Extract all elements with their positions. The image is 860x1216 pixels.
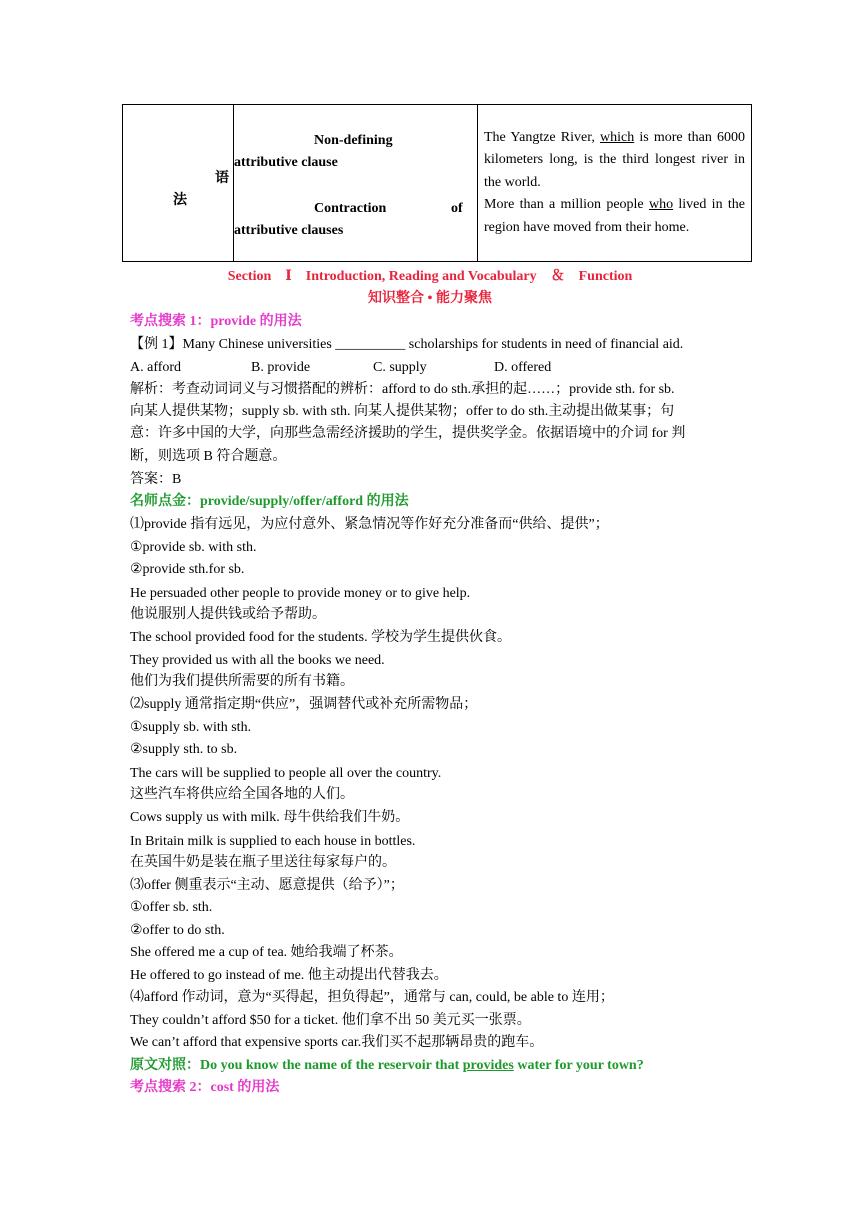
section-subtitle: 知识整合 • 能力聚焦: [368, 291, 492, 306]
tip-line: ②supply sth. to sb.: [130, 742, 238, 757]
topic-contraction-of: of: [451, 201, 463, 216]
example-1-options: [130, 359, 732, 377]
topic-contraction-2: attributive clauses: [234, 223, 344, 238]
tip-line: 在英国牛奶是装在瓶子里送往每家每户的。: [130, 855, 396, 870]
example-1-question: 【例 1】Many Chinese universities __________ scholarships for students in need of financial aid.: [130, 337, 684, 352]
tip-line: He offered to go instead of me. 他主动提出代替我去。: [130, 968, 448, 983]
grammar-table: [122, 104, 752, 262]
tip-line: ②provide sth.for sb.: [130, 562, 245, 577]
tip-line: Cows supply us with milk. 母牛供给我们牛奶。: [130, 810, 410, 825]
tip-line: He persuaded other people to provide money or to give help.: [130, 586, 471, 601]
answer: 答案：B: [130, 472, 182, 487]
topic-contraction-1: Contraction: [314, 201, 387, 216]
option-d: D. offered: [494, 360, 552, 375]
point-2-heading: 考点搜索 2：cost 的用法: [130, 1080, 280, 1095]
example-which: The Yangtze River, which is more than 6000 kilometers long, is the third longest river in the world.: [484, 129, 745, 190]
example-who: More than a million people who lived in the region have moved from their home.: [484, 197, 745, 235]
original-text-comparison: 原文对照：Do you know the name of the reservoir that provides water for your town?: [130, 1058, 644, 1073]
tip-line: ①supply sb. with sth.: [130, 720, 252, 735]
option-c: C. supply: [373, 360, 427, 375]
tips-heading: 名师点金：provide/supply/offer/afford 的用法: [130, 494, 409, 509]
option-b: B. provide: [251, 360, 311, 375]
tip-line: They provided us with all the books we need.: [130, 653, 385, 668]
grammar-label-cell: [123, 105, 234, 262]
tip-line: They couldn’t afford $50 for a ticket. 他们拿不出 50 美元买一张票。: [130, 1013, 531, 1028]
section-title: Section Ⅰ Introduction, Reading and Vocabulary ＆ Function: [227, 269, 633, 284]
grammar-topics-cell: [234, 105, 478, 262]
tip-line: The cars will be supplied to people all over the country.: [130, 766, 442, 781]
tip-line: We can’t afford that expensive sports car.我们买不起那辆昂贵的跑车。: [130, 1035, 544, 1050]
analysis-line-1: 解析：考查动词词义与习惯搭配的辨析：afford to do sth.承担的起……；provide sth. for sb.: [130, 382, 675, 397]
tip-line: She offered me a cup of tea. 她给我端了杯茶。: [130, 945, 403, 960]
tip-line: 他说服别人提供钱或给予帮助。: [130, 607, 326, 622]
tip-line: The school provided food for the students. 学校为学生提供伙食。: [130, 630, 512, 645]
analysis-line-3: 意：许多中国的大学，向那些急需经济援助的学生，提供奖学金。依据语境中的介词 for 判: [130, 426, 686, 441]
topic-nondefining-1: Non-defining: [314, 133, 393, 148]
tip-line: ②offer to do sth.: [130, 923, 225, 938]
tip-line: ⑴provide 指有远见，为应付意外、紧急情况等作好充分准备而“供给、提供”；: [130, 517, 609, 532]
grammar-examples-cell: [478, 105, 752, 262]
tip-line: In Britain milk is supplied to each house in bottles.: [130, 834, 416, 849]
tip-line: ①offer sb. sth.: [130, 900, 213, 915]
tip-line: 这些汽车将供应给全国各地的人们。: [130, 787, 354, 802]
grammar-label-char-1: 语: [215, 171, 229, 186]
tip-line: ⑵supply 通常指定期“供应”，强调替代或补充所需物品；: [130, 697, 478, 712]
grammar-label-char-2: 法: [173, 193, 187, 208]
analysis-line-2: 向某人提供某物；supply sb. with sth. 向某人提供某物；offer to do sth.主动提出做某事；句: [130, 404, 675, 419]
topic-nondefining-2: attributive clause: [234, 155, 338, 170]
point-1-heading: 考点搜索 1：provide 的用法: [130, 314, 302, 329]
option-a: A. afford: [130, 360, 182, 375]
tip-line: ①provide sb. with sth.: [130, 540, 257, 555]
tip-line: 他们为我们提供所需要的所有书籍。: [130, 674, 354, 689]
analysis-line-4: 断，则选项 B 符合题意。: [130, 449, 287, 464]
tip-line: ⑶offer 侧重表示“主动、愿意提供（给予）”；: [130, 878, 404, 893]
tip-line: ⑷afford 作动词，意为“买得起，担负得起”，通常与 can, could, be able to 连用；: [130, 990, 614, 1005]
